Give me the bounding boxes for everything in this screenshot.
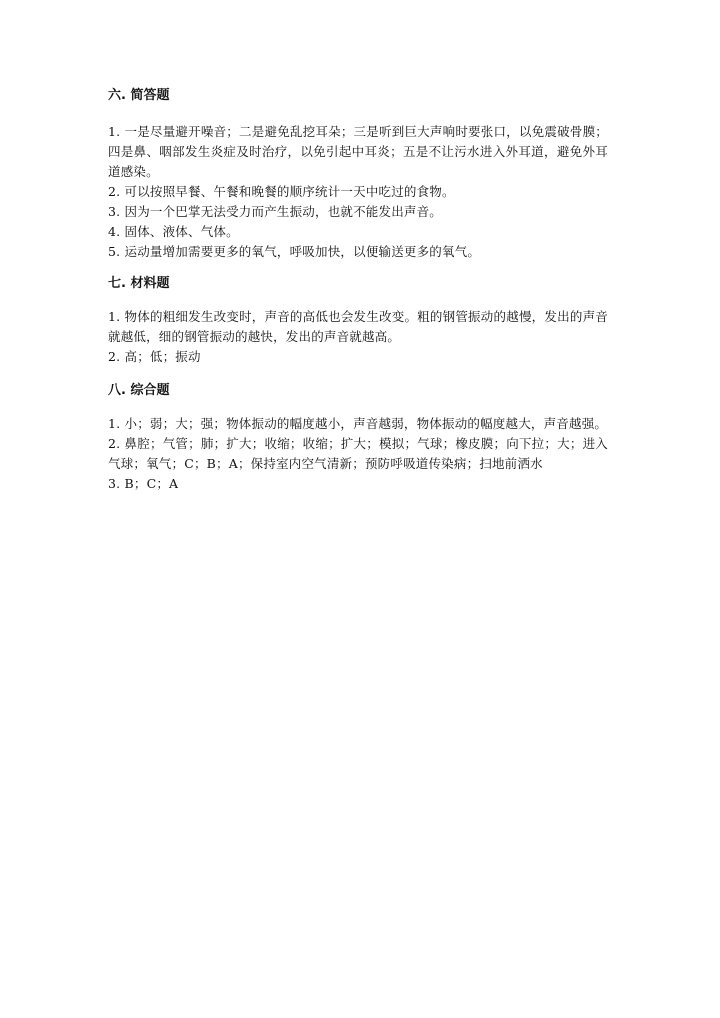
answer-item: 4. 固体、液体、气体。 [108,224,239,239]
answer-item: 2. 高；低；振动 [108,349,201,364]
answer-item: 2. 可以按照早餐、午餐和晚餐的顺序统计一天中吃过的食物。 [108,184,455,199]
answer-document [108,86,608,494]
answer-item: 2. 鼻腔；气管；肺；扩大；收缩；收缩；扩大；模拟；气球；橡皮膜；向下拉；大；进入气球；氧气；C；B；A；保持室内空气清新；预防呼吸道传染病；扫地前洒水 [108,436,608,471]
answer-item: 1. 小；弱；大；强；物体振动的幅度越小，声音越弱，物体振动的幅度越大，声音越强。 [108,416,608,431]
section-short-answer [108,86,608,262]
answer-list [108,122,608,262]
section-comprehensive [108,381,608,494]
answer-list [108,414,608,494]
section-title: 六. 简答题 [108,88,170,103]
answer-item: 5. 运动量增加需要更多的氧气，呼吸加快，以便输送更多的氧气。 [108,244,481,259]
answer-list [108,307,608,367]
section-material [108,274,608,367]
answer-item: 1. 一是尽量避开噪音；二是避免乱挖耳朵；三是听到巨大声响时要张口，以免震破骨膜；四是鼻、咽部发生炎症及时治疗，以免引起中耳炎；五是不让污水进入外耳道，避免外耳道感染。 [108,124,608,179]
section-title: 八. 综合题 [108,383,170,398]
answer-item: 1. 物体的粗细发生改变时，声音的高低也会发生改变。粗的钢管振动的越慢，发出的声音就越低，细的钢管振动的越快，发出的声音就越高。 [108,309,608,344]
section-title: 七. 材料题 [108,276,170,291]
answer-item: 3. B；C；A [108,476,179,491]
answer-item: 3. 因为一个巴掌无法受力而产生振动，也就不能发出声音。 [108,204,443,219]
